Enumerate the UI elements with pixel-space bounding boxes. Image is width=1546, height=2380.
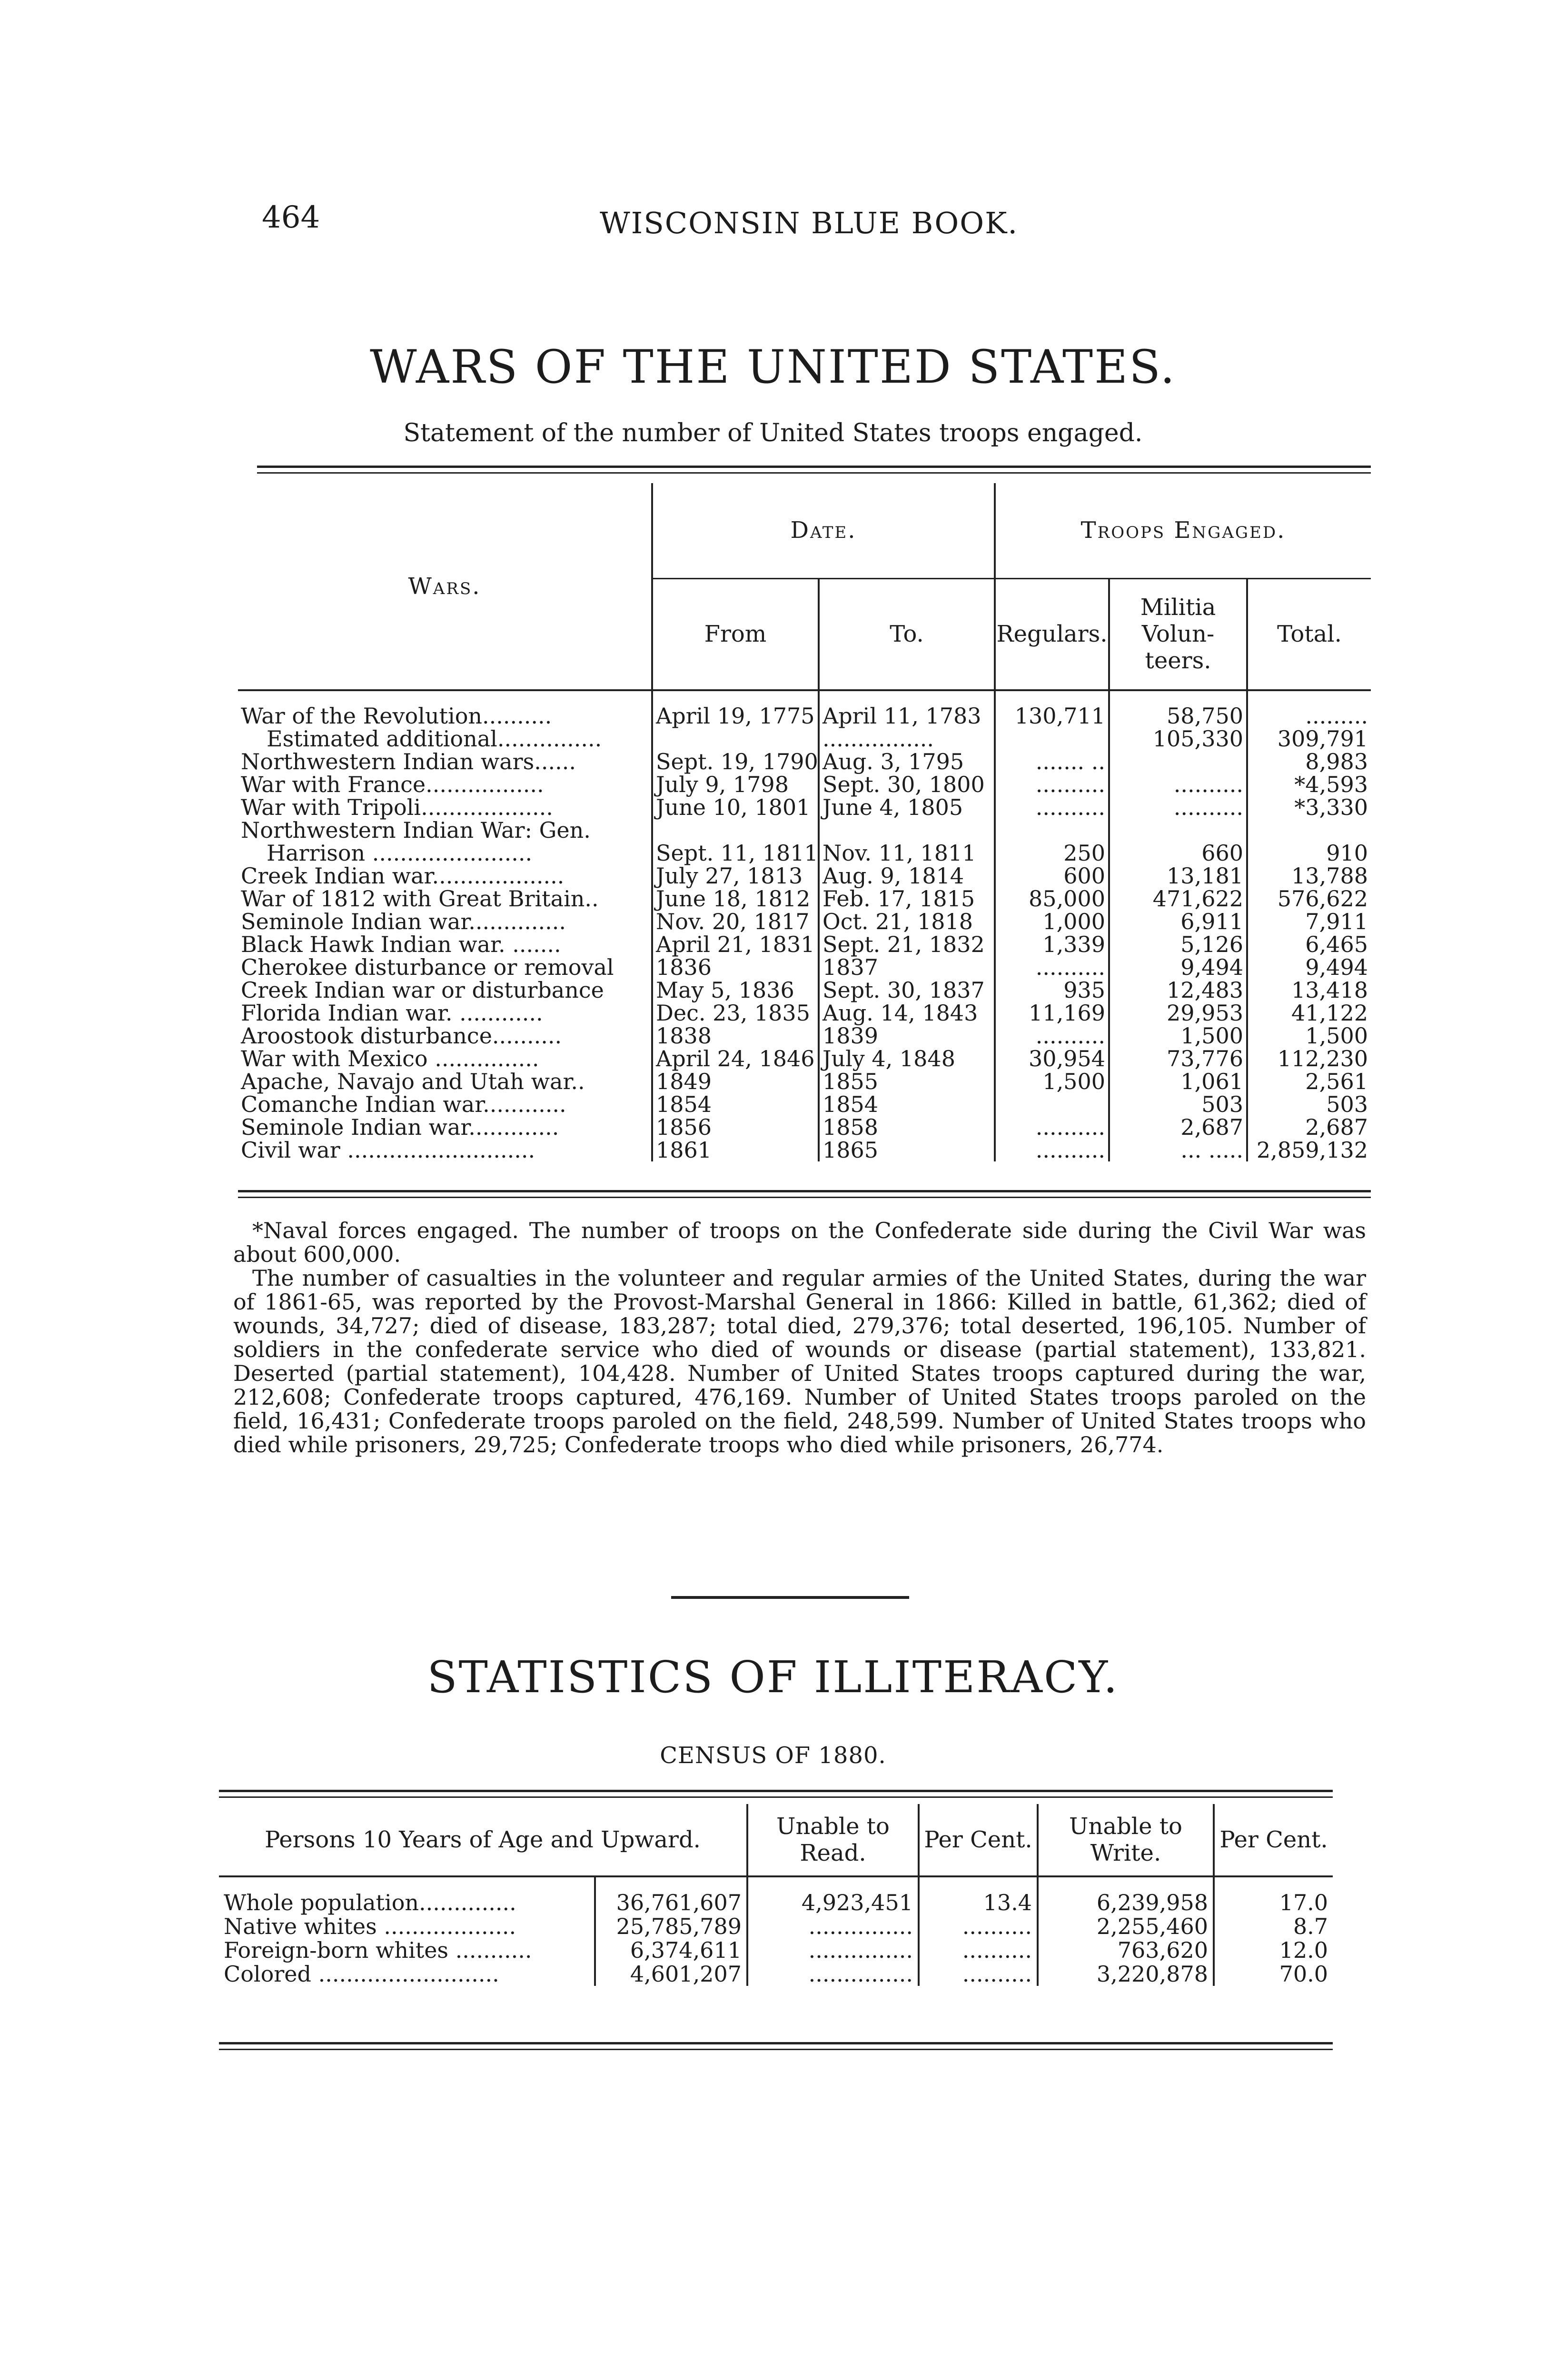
date-from: Sept. 11, 1811 xyxy=(652,842,819,864)
table-row xyxy=(238,750,1371,773)
unable-read-count: ............... xyxy=(747,1938,919,1962)
war-name: War of the Revolution.......... xyxy=(241,703,552,729)
population-count: 36,761,607 xyxy=(595,1876,747,1914)
date-to: July 4, 1848 xyxy=(819,1047,995,1070)
section-separator xyxy=(671,1596,909,1599)
militia-count: 471,622 xyxy=(1109,887,1247,910)
wars-bottom-rule-2 xyxy=(238,1197,1371,1198)
date-from: 1838 xyxy=(652,1024,819,1047)
war-name: War of 1812 with Great Britain.. xyxy=(241,886,599,912)
militia-count xyxy=(1109,750,1247,773)
war-name: War with Mexico ............... xyxy=(241,1046,539,1071)
militia-count: ... ..... xyxy=(1109,1139,1247,1161)
militia-count: 13,181 xyxy=(1109,864,1247,887)
total-count: 2,687 xyxy=(1247,1116,1371,1139)
militia-count: 58,750 xyxy=(1109,690,1247,727)
table-row xyxy=(238,796,1371,819)
total-count: 7,911 xyxy=(1247,910,1371,933)
table-row xyxy=(238,979,1371,1002)
total-count: 8,983 xyxy=(1247,750,1371,773)
table-row xyxy=(238,910,1371,933)
date-to: Feb. 17, 1815 xyxy=(819,887,995,910)
militia-count: 29,953 xyxy=(1109,1002,1247,1024)
date-to: 1854 xyxy=(819,1093,995,1116)
date-to: April 11, 1783 xyxy=(819,690,995,727)
total-count: 309,791 xyxy=(1247,727,1371,750)
page-number: 464 xyxy=(262,200,320,235)
unable-read-percent: 13.4 xyxy=(919,1876,1038,1914)
total-count: 13,418 xyxy=(1247,979,1371,1002)
unable-write-count: 763,620 xyxy=(1038,1938,1214,1962)
table-row xyxy=(238,690,1371,727)
unable-write-percent: 12.0 xyxy=(1214,1938,1333,1962)
wars-top-rule-2 xyxy=(257,472,1371,474)
date-to: 1855 xyxy=(819,1070,995,1093)
date-from: Sept. 19, 1790 xyxy=(652,750,819,773)
unable-read-percent: .......... xyxy=(919,1938,1038,1962)
total-count: 1,500 xyxy=(1247,1024,1371,1047)
regulars-count: 250 xyxy=(995,842,1109,864)
illiteracy-bottom-rule-2 xyxy=(219,2049,1333,2050)
total-count: 6,465 xyxy=(1247,933,1371,956)
table-row xyxy=(238,1002,1371,1024)
date-from: May 5, 1836 xyxy=(652,979,819,1002)
regulars-count: 1,500 xyxy=(995,1070,1109,1093)
running-title: WISCONSIN BLUE BOOK. xyxy=(600,206,1019,240)
date-from: June 10, 1801 xyxy=(652,796,819,819)
total-count xyxy=(1247,819,1371,842)
war-name: Black Hawk Indian war. ....... xyxy=(241,932,561,957)
date-from: 1856 xyxy=(652,1116,819,1139)
regulars-count: 11,169 xyxy=(995,1002,1109,1024)
date-to: Nov. 11, 1811 xyxy=(819,842,995,864)
regulars-count: 85,000 xyxy=(995,887,1109,910)
date-from: 1836 xyxy=(652,956,819,979)
population-label: Native whites ................... xyxy=(224,1914,516,1939)
date-from: Nov. 20, 1817 xyxy=(652,910,819,933)
date-from: April 19, 1775 xyxy=(652,690,819,727)
table-row xyxy=(238,819,1371,842)
unable-read-count: 4,923,451 xyxy=(747,1876,919,1914)
regulars-count: .......... xyxy=(995,956,1109,979)
total-count: *4,593 xyxy=(1247,773,1371,796)
war-name: Civil war ........................... xyxy=(241,1137,535,1163)
population-label: Foreign-born whites ........... xyxy=(224,1937,532,1963)
population-label: Whole population.............. xyxy=(224,1890,516,1915)
table-row xyxy=(219,1876,1333,1914)
total-count: 503 xyxy=(1247,1093,1371,1116)
war-name: Northwestern Indian War: Gen. xyxy=(241,817,591,843)
militia-count: 2,687 xyxy=(1109,1116,1247,1139)
war-name: Northwestern Indian wars...... xyxy=(241,749,576,774)
table-row xyxy=(219,1938,1333,1962)
regulars-count: 30,954 xyxy=(995,1047,1109,1070)
date-to: ................ xyxy=(819,727,995,750)
col-header-to: To. xyxy=(819,578,995,690)
date-from: June 18, 1812 xyxy=(652,887,819,910)
war-name: Harrison ....................... xyxy=(267,840,533,866)
regulars-count: 130,711 xyxy=(995,690,1109,727)
total-count: 2,561 xyxy=(1247,1070,1371,1093)
table-row xyxy=(219,1914,1333,1938)
militia-count: 9,494 xyxy=(1109,956,1247,979)
war-name: Estimated additional............... xyxy=(267,726,602,752)
wars-bottom-rule xyxy=(238,1190,1371,1192)
date-from: 1854 xyxy=(652,1093,819,1116)
date-to: June 4, 1805 xyxy=(819,796,995,819)
date-from: July 27, 1813 xyxy=(652,864,819,887)
col-header-unable-write: Unable to Write. xyxy=(1038,1804,1214,1876)
date-to: Oct. 21, 1818 xyxy=(819,910,995,933)
col-header-unable-read: Unable to Read. xyxy=(747,1804,919,1876)
wars-subtitle: Statement of the number of United States troops engaged. xyxy=(403,419,1143,447)
illiteracy-title: STATISTICS OF ILLITERACY. xyxy=(427,1652,1119,1703)
regulars-count: .......... xyxy=(995,1116,1109,1139)
table-row xyxy=(238,842,1371,864)
militia-count: 503 xyxy=(1109,1093,1247,1116)
table-row xyxy=(238,956,1371,979)
total-count: 112,230 xyxy=(1247,1047,1371,1070)
col-header-persons: Persons 10 Years of Age and Upward. xyxy=(219,1804,747,1876)
regulars-count xyxy=(995,819,1109,842)
war-name: Comanche Indian war............ xyxy=(241,1091,566,1117)
casualties-note: The number of casualties in the volunteer and regular armies of the United States, during the war of 1861-65, was reported by the Provost-Marshal General in 1866: Killed in battle, 61,362; died of wounds, 34,727; died of disease, 183,287; total died, 279,376; total deserted, 196,105. Number of soldiers in the confederate service who died of wounds or disease (partial statement), 133,821. Deserted (partial statement), 104,428. Number of United States troops captured during the war, 212,608; Confederate troops captured, 476,169. Number of United States troops paroled on the field, 16,431; Confederate troops paroled on the field, 248,599. Number of United States troops who died while prisoners, 29,725; Confederate troops who died while prisoners, 26,774. xyxy=(233,1265,1366,1458)
regulars-count: 1,339 xyxy=(995,933,1109,956)
table-row xyxy=(238,1024,1371,1047)
col-header-regulars: Regulars. xyxy=(995,578,1109,690)
militia-count: 1,061 xyxy=(1109,1070,1247,1093)
regulars-count xyxy=(995,727,1109,750)
militia-count: 5,126 xyxy=(1109,933,1247,956)
war-name: Aroostook disturbance.......... xyxy=(241,1023,562,1049)
table-row xyxy=(238,864,1371,887)
date-to: Aug. 14, 1843 xyxy=(819,1002,995,1024)
militia-count: 12,483 xyxy=(1109,979,1247,1002)
date-to: Aug. 3, 1795 xyxy=(819,750,995,773)
table-row xyxy=(219,1962,1333,1986)
date-to: Sept. 30, 1837 xyxy=(819,979,995,1002)
war-name: War with France................. xyxy=(241,772,544,797)
war-name: Florida Indian war. ............ xyxy=(241,1000,543,1026)
population-count: 4,601,207 xyxy=(595,1962,747,1986)
total-count: 13,788 xyxy=(1247,864,1371,887)
table-row xyxy=(238,1093,1371,1116)
date-from: Dec. 23, 1835 xyxy=(652,1002,819,1024)
war-name: Creek Indian war or disturbance xyxy=(241,977,604,1003)
militia-count: 73,776 xyxy=(1109,1047,1247,1070)
table-row xyxy=(238,727,1371,750)
war-name: Cherokee disturbance or removal xyxy=(241,954,614,980)
unable-read-percent: .......... xyxy=(919,1914,1038,1938)
population-count: 25,785,789 xyxy=(595,1914,747,1938)
unable-read-count: ............... xyxy=(747,1962,919,1986)
unable-write-percent: 17.0 xyxy=(1214,1876,1333,1914)
war-name: Creek Indian war................... xyxy=(241,863,565,889)
date-to: 1865 xyxy=(819,1139,995,1161)
regulars-count xyxy=(995,1093,1109,1116)
date-from: April 21, 1831 xyxy=(652,933,819,956)
regulars-count: ....... .. xyxy=(995,750,1109,773)
date-to: 1858 xyxy=(819,1116,995,1139)
wars-title: WARS OF THE UNITED STATES. xyxy=(370,340,1176,394)
regulars-count: .......... xyxy=(995,1024,1109,1047)
war-name: War with Tripoli................... xyxy=(241,794,553,820)
date-from xyxy=(652,819,819,842)
date-from xyxy=(652,727,819,750)
date-to: Sept. 30, 1800 xyxy=(819,773,995,796)
col-header-militia: Militia Volun- teers. xyxy=(1109,578,1247,690)
unable-write-percent: 8.7 xyxy=(1214,1914,1333,1938)
illiteracy-top-rule-2 xyxy=(219,1796,1333,1798)
population-label: Colored .......................... xyxy=(224,1961,499,1987)
table-row xyxy=(238,933,1371,956)
unable-read-count: ............... xyxy=(747,1914,919,1938)
wars-notes xyxy=(233,1219,1366,1457)
unable-read-percent: .......... xyxy=(919,1962,1038,1986)
unable-write-count: 6,239,958 xyxy=(1038,1876,1214,1914)
total-count: 576,622 xyxy=(1247,887,1371,910)
regulars-count: 1,000 xyxy=(995,910,1109,933)
unable-write-count: 3,220,878 xyxy=(1038,1962,1214,1986)
unable-write-count: 2,255,460 xyxy=(1038,1914,1214,1938)
total-count: 910 xyxy=(1247,842,1371,864)
regulars-count: .......... xyxy=(995,1139,1109,1161)
illiteracy-table xyxy=(219,1804,1333,1986)
militia-count: .......... xyxy=(1109,796,1247,819)
table-row xyxy=(238,887,1371,910)
table-row xyxy=(238,1139,1371,1161)
date-from: 1861 xyxy=(652,1139,819,1161)
militia-count: 1,500 xyxy=(1109,1024,1247,1047)
wars-top-rule xyxy=(257,466,1371,468)
illiteracy-top-rule xyxy=(219,1790,1333,1792)
col-header-date: Date. xyxy=(652,483,995,578)
militia-count: 6,911 xyxy=(1109,910,1247,933)
militia-count: .......... xyxy=(1109,773,1247,796)
col-header-wars: Wars. xyxy=(238,483,652,690)
table-row xyxy=(238,1047,1371,1070)
date-to: Aug. 9, 1814 xyxy=(819,864,995,887)
regulars-count: .......... xyxy=(995,773,1109,796)
date-from: 1849 xyxy=(652,1070,819,1093)
total-count: ......... xyxy=(1247,690,1371,727)
col-header-per-cent-1: Per Cent. xyxy=(919,1804,1038,1876)
total-count: 9,494 xyxy=(1247,956,1371,979)
naval-footnote: *Naval forces engaged. The number of troops on the Confederate side during the Civil War was about 600,000. xyxy=(233,1218,1366,1267)
population-count: 6,374,611 xyxy=(595,1938,747,1962)
col-header-troops-engaged: Troops Engaged. xyxy=(995,483,1371,578)
war-name: Apache, Navajo and Utah war.. xyxy=(241,1069,585,1094)
date-to xyxy=(819,819,995,842)
wars-table xyxy=(238,483,1371,1161)
regulars-count: 600 xyxy=(995,864,1109,887)
col-header-total: Total. xyxy=(1247,578,1371,690)
col-header-per-cent-2: Per Cent. xyxy=(1214,1804,1333,1876)
illiteracy-bottom-rule xyxy=(219,2042,1333,2044)
col-header-from: From xyxy=(652,578,819,690)
table-row xyxy=(238,1070,1371,1093)
war-name: Seminole Indian war.............. xyxy=(241,909,566,934)
total-count: 41,122 xyxy=(1247,1002,1371,1024)
regulars-count: 935 xyxy=(995,979,1109,1002)
date-to: 1839 xyxy=(819,1024,995,1047)
unable-write-percent: 70.0 xyxy=(1214,1962,1333,1986)
regulars-count: .......... xyxy=(995,796,1109,819)
militia-count xyxy=(1109,819,1247,842)
table-row xyxy=(238,773,1371,796)
war-name: Seminole Indian war............. xyxy=(241,1114,559,1140)
militia-count: 105,330 xyxy=(1109,727,1247,750)
date-from: April 24, 1846 xyxy=(652,1047,819,1070)
date-to: 1837 xyxy=(819,956,995,979)
table-row xyxy=(238,1116,1371,1139)
total-count: *3,330 xyxy=(1247,796,1371,819)
total-count: 2,859,132 xyxy=(1247,1139,1371,1161)
illiteracy-subtitle: CENSUS OF 1880. xyxy=(660,1742,886,1769)
date-to: Sept. 21, 1832 xyxy=(819,933,995,956)
militia-count: 660 xyxy=(1109,842,1247,864)
date-from: July 9, 1798 xyxy=(652,773,819,796)
